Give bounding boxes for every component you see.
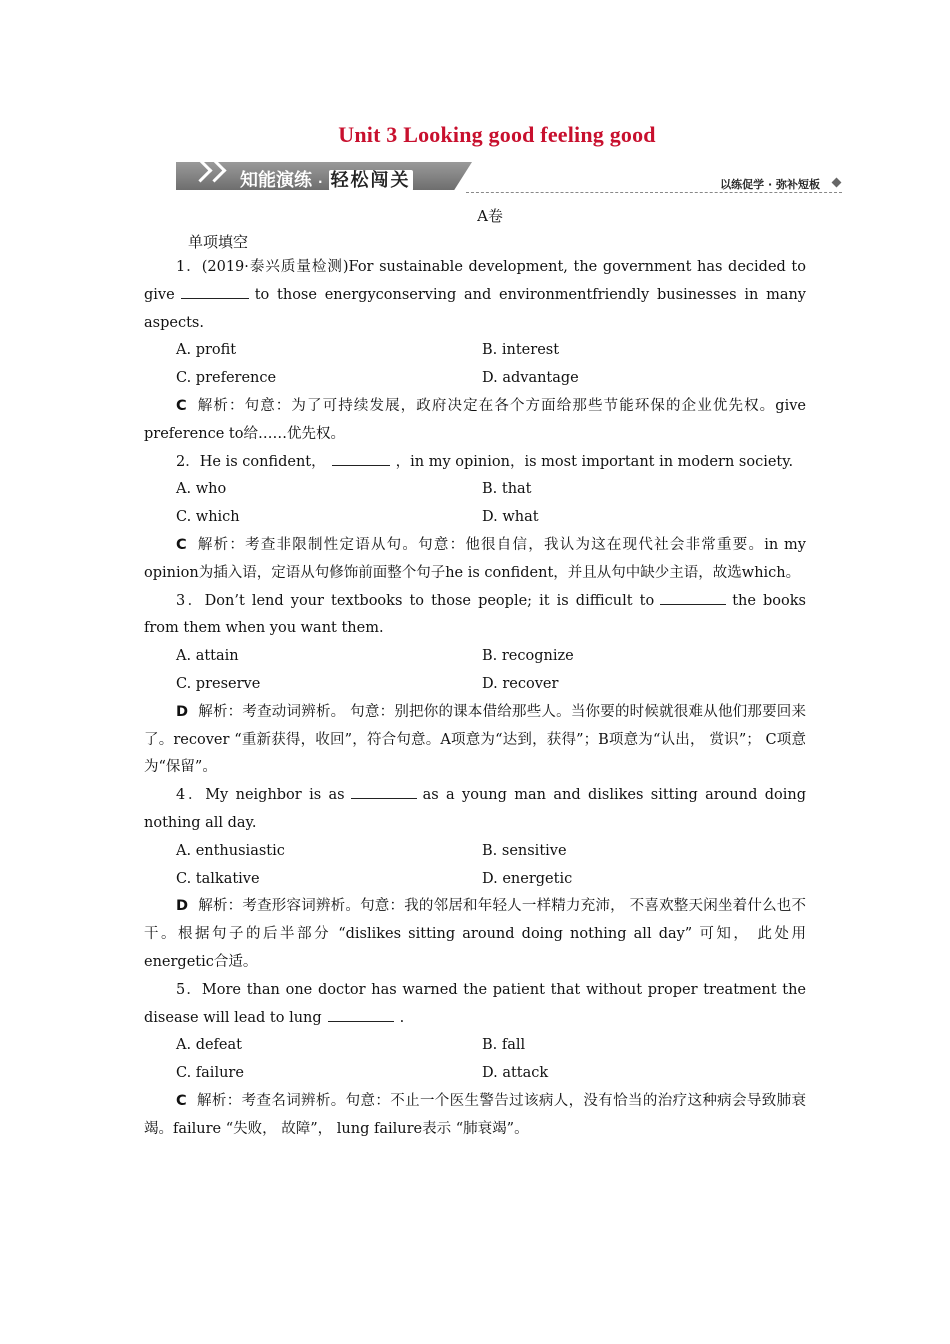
answer-blank [660, 590, 726, 605]
page-title: Unit 3 Looking good feeling good [338, 122, 656, 147]
answer-letter: C [176, 397, 187, 414]
answer-blank [181, 284, 249, 299]
answer-letter: C [176, 1092, 187, 1109]
options-row [144, 838, 806, 866]
option: A. profit [176, 342, 237, 359]
banner-right-text: 轻松闯关 [330, 170, 411, 191]
answer-blank [328, 1007, 394, 1022]
question-stem [144, 977, 806, 1033]
option: C. preference [176, 370, 277, 387]
question-stem [144, 782, 806, 838]
option: D. energetic [482, 870, 573, 887]
option: A. who [176, 481, 227, 498]
stem-text: . [399, 1009, 405, 1026]
analysis-text: 解析：考查非限制性定语从句。句意：他很自信，我认为这在现代社会非常重要。in my opinion为插入语，定语从句修饰前面整个句子he is confident，并且从句中缺少主语，故选which。 [144, 536, 806, 581]
options-row [144, 643, 806, 671]
analysis-text: 解析：考查形容词辨析。句意：我的邻居和年轻人一样精力充沛， 不喜欢整天闲坐着什么也不干。根据句子的后半部分 “dislikes sitting around doing nothing all day” 可知， 此处用energetic合适。 [144, 898, 806, 970]
option: C. which [176, 509, 240, 526]
options-row [144, 866, 806, 894]
banner-text [240, 166, 413, 192]
options-row [144, 504, 806, 532]
question-stem [144, 449, 806, 477]
option: B. fall [482, 1037, 526, 1054]
option: D. recover [482, 675, 559, 692]
answer-blank [351, 784, 417, 799]
options-row [144, 1032, 806, 1060]
stem-text: 1．(2019·泰兴质量检测)For sustainable development, the government has decided to give [144, 259, 806, 303]
stem-text: 4．My neighbor is as [176, 787, 345, 804]
options-row [144, 476, 806, 504]
banner-dot: · [318, 175, 323, 189]
diamond-icon [832, 178, 842, 188]
analysis-text: 解析：考查名词辨析。句意：不止一个医生警告过该病人，没有恰当的治疗这种病会导致肺衰竭。failure “失败， 故障”， lung failure表示 “肺衰竭”。 [144, 1092, 806, 1137]
option: A. enthusiastic [176, 842, 285, 859]
banner-tag: 以练促学 · 弥补短板 [720, 178, 820, 191]
question-list [144, 254, 806, 1144]
option: B. interest [482, 342, 560, 359]
option: C. preserve [176, 675, 261, 692]
stem-text: ，in my opinion，is most important in modern society. [395, 453, 794, 470]
stem-text: the books from them when you want them. [144, 592, 806, 637]
answer-analysis [144, 532, 806, 588]
answer-blank [332, 451, 390, 466]
question-type-label: 单项填空 [188, 233, 249, 251]
stem-text: 3．Don’t lend your textbooks to those people; it is difficult to [176, 592, 655, 609]
answer-analysis [144, 699, 806, 782]
section-heading: A卷 [477, 207, 503, 225]
answer-letter: D [176, 703, 189, 720]
answer-letter: D [176, 898, 189, 915]
analysis-text: 解析：考查动词辨析。 句意：别把你的课本借给那些人。当你要的时候就很难从他们那要回来了。recover “重新获得，收回”，符合句意。A项意为“达到，获得”；B项意为“认出， 赏识”； C项意为“保留”。 [144, 703, 806, 776]
question-stem [144, 254, 806, 337]
option: A. defeat [176, 1037, 242, 1054]
option: B. sensitive [482, 842, 567, 859]
option: B. recognize [482, 648, 574, 665]
options-row [144, 365, 806, 393]
answer-analysis [144, 393, 806, 449]
option: D. what [482, 509, 539, 526]
option: B. that [482, 481, 532, 498]
question-stem [144, 588, 806, 644]
answer-analysis [144, 893, 806, 976]
option: D. advantage [482, 370, 579, 387]
options-row [144, 1060, 806, 1088]
stem-text: 2．He is confident， [176, 453, 326, 470]
stem-text: as a young man and dislikes sitting around doing nothing all day. [144, 787, 806, 831]
banner-rule [466, 192, 842, 193]
stem-text: 5．More than one doctor has warned the patient that without proper treatment the disease will lead to lung [144, 981, 806, 1026]
option: C. talkative [176, 870, 260, 887]
options-row [144, 337, 806, 365]
option: D. attack [482, 1065, 549, 1082]
analysis-text: 解析：句意：为了可持续发展，政府决定在各个方面给那些节能环保的企业优先权。give preference to给……优先权。 [144, 397, 806, 442]
banner-left-text: 知能演练 [240, 170, 312, 191]
option: A. attain [176, 648, 239, 665]
option: C. failure [176, 1065, 244, 1082]
answer-letter: C [176, 536, 187, 553]
stem-text: to those energyconserving and environmentfriendly businesses in many aspects. [144, 286, 806, 331]
section-banner [176, 158, 842, 198]
options-row [144, 671, 806, 699]
answer-analysis [144, 1088, 806, 1144]
